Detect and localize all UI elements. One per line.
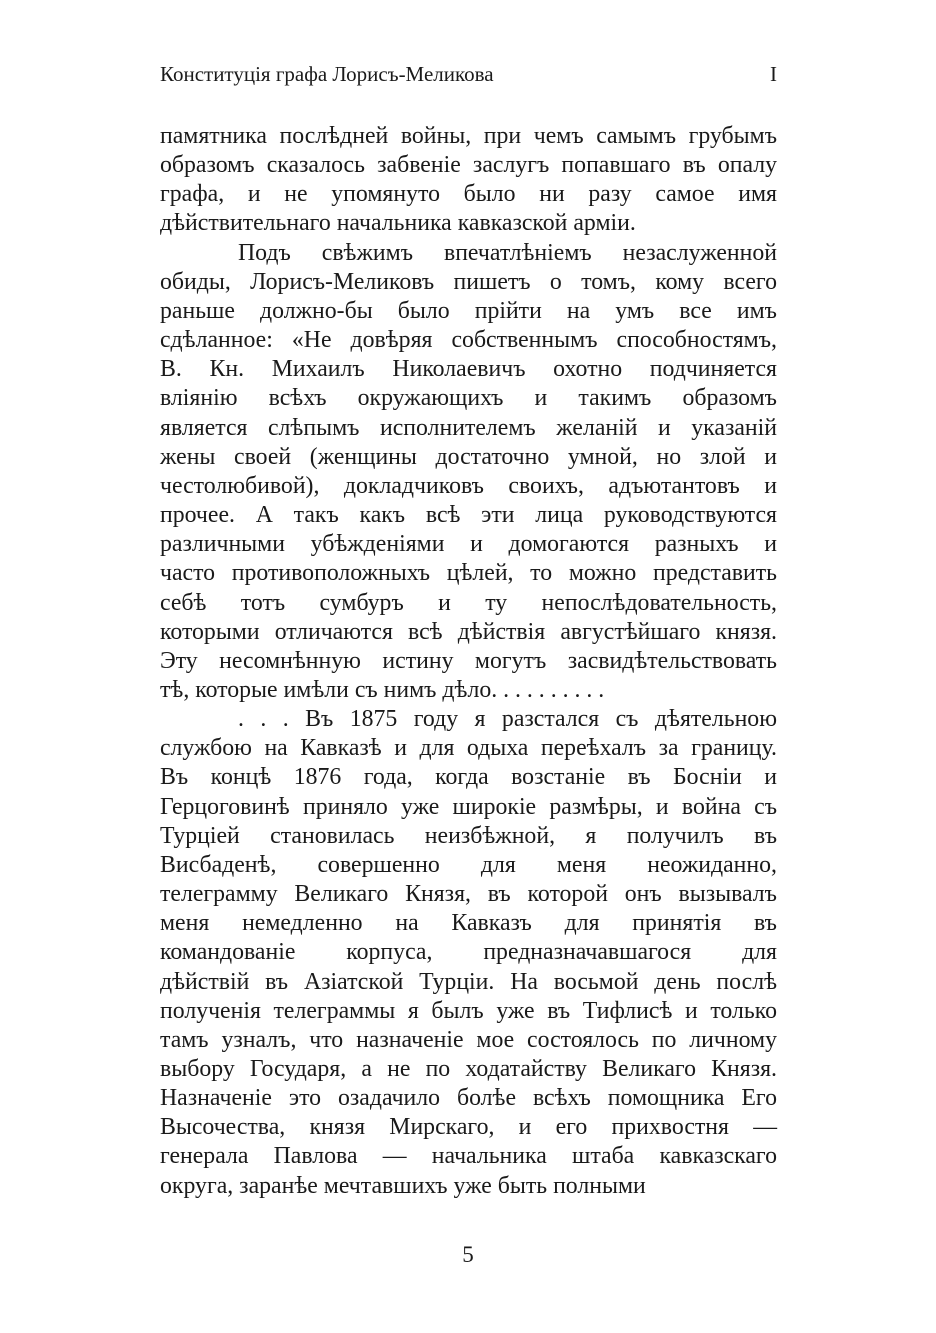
text-line: командованіе корпуса, предназначавшагося для	[160, 939, 777, 966]
text-line: Въ концѣ 1876 года, когда возстаніе въ Босніи и	[160, 764, 777, 791]
text-line: телеграмму Великаго Князя, въ которой онъ вызывалъ	[160, 881, 777, 908]
text-line: Эту несомнѣнную истину могутъ засвидѣтельствовать	[160, 647, 777, 674]
text-line: различными убѣжденіями и домогаются разныхъ и	[160, 531, 777, 558]
text-line: дѣйствій въ Азіатской Турціи. На восьмой день послѣ	[160, 968, 777, 995]
text-line: тѣ, которые имѣли съ нимъ дѣло. . . . . . . . . .	[160, 676, 605, 703]
text-line: образомъ сказалось забвеніе заслугъ попавшаго въ опалу	[160, 152, 777, 179]
text-line: Турціей становилась неизбѣжной, я получилъ въ	[160, 822, 777, 849]
text-line: выбору Государя, а не по ходатайству Великаго Князя.	[160, 1056, 777, 1082]
text-line: Герцоговинѣ приняло уже широкіе размѣры, и война съ	[160, 793, 777, 820]
text-line: службою на Кавказѣ и для одыха переѣхалъ за границу.	[160, 735, 777, 762]
text-line: которыми отличаются всѣ дѣйствія августѣйшаго князя.	[160, 618, 777, 645]
text-line: полученія телеграммы я былъ уже въ Тифлисѣ и только	[160, 997, 777, 1024]
text-line: . . . Въ 1875 году я разстался съ дѣятельною	[238, 706, 777, 733]
text-line: себѣ тотъ сумбуръ и ту непослѣдовательность,	[160, 589, 777, 616]
paragraph	[160, 122, 777, 239]
text-line: раньше должно-бы было прійти на умъ все имъ	[160, 297, 777, 324]
book-title: Конституція графа Лорисъ-Меликова	[160, 62, 494, 86]
page-number: 5	[462, 1242, 474, 1267]
text-line: часто противоположныхъ цѣлей, то можно представить	[160, 560, 777, 587]
text-line: генерала Павлова — начальника штаба кавказскаго	[160, 1143, 777, 1170]
paragraph	[160, 239, 777, 706]
text-line: честолюбивой), докладчиковъ своихъ, адъютантовъ и	[160, 472, 777, 499]
running-header	[160, 62, 777, 92]
paragraph	[160, 705, 777, 1201]
body-text	[160, 122, 777, 1201]
text-line: дѣйствительнаго начальника кавказской арміи.	[160, 210, 636, 237]
text-line: сдѣланное: «Не довѣряя собственнымъ способностямъ,	[160, 327, 777, 354]
text-line: прочее. А такъ какъ всѣ эти лица руководствуются	[160, 502, 777, 529]
text-line: обиды, Лорисъ-Меликовъ пишетъ о томъ, кому всего	[160, 268, 777, 295]
text-line: жены своей (женщины достаточно умной, но злой и	[160, 443, 777, 470]
text-line: Высочества, князя Мирскаго, и его прихвостня —	[160, 1114, 777, 1141]
text-line: графа, и не упомянуто было ни разу самое имя	[160, 181, 777, 208]
text-line: меня немедленно на Кавказъ для принятія въ	[160, 910, 777, 937]
text-line: Висбаденѣ, совершенно для меня неожиданно,	[160, 851, 777, 878]
text-line: округа, заранѣе мечтавшихъ уже быть полными	[160, 1172, 646, 1199]
chapter-numeral: I	[770, 62, 777, 86]
text-line: вліянію всѣхъ окружающихъ и такимъ образомъ	[160, 385, 777, 412]
text-line: тамъ узналъ, что назначеніе мое состоялось по личному	[160, 1026, 777, 1053]
text-line: Назначеніе это озадачило болѣе всѣхъ помощника Его	[160, 1085, 777, 1112]
text-line: является слѣпымъ исполнителемъ желаній и указаній	[160, 414, 777, 441]
text-line: Подъ свѣжимъ впечатлѣніемъ незаслуженной	[238, 239, 777, 266]
text-line: В. Кн. Михаилъ Николаевичъ охотно подчиняется	[160, 356, 777, 383]
text-line: памятника послѣдней войны, при чемъ самымъ грубымъ	[160, 123, 777, 149]
